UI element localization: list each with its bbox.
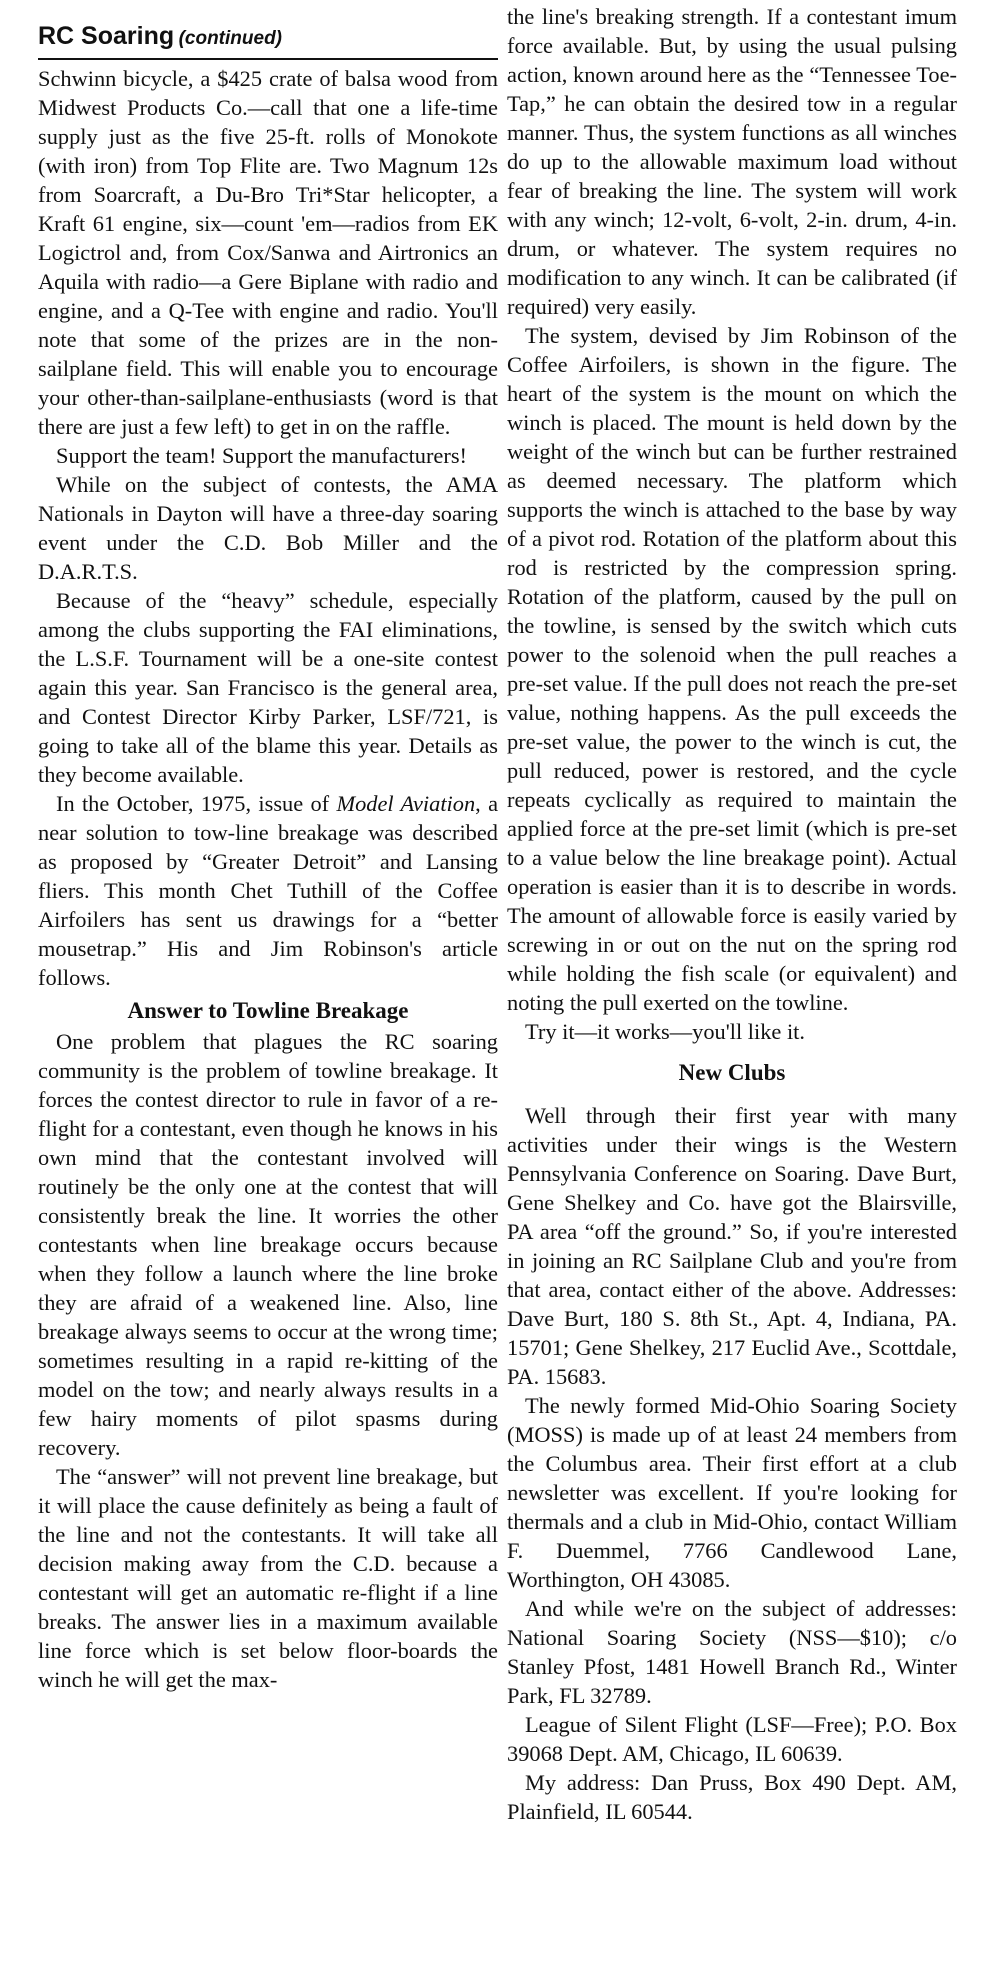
paragraph: The “answer” will not prevent line breakage, but it will place the cause definitely as being a fault of the line and not the contestants. It will take all decision making away from the C.D. because a contestant will get an automatic re-flight if a line breaks. The answer lies in a maximum available line force which is set below floor-boards the winch he will get the max-: [38, 1464, 498, 1692]
continued-label: (continued): [178, 28, 283, 49]
header-rule: [38, 58, 498, 60]
subheading-towline: Answer to Towline Breakage: [127, 998, 409, 1023]
paragraph: Well through their first year with many activities under their wings is the Western Pennsylvania Conference on Soaring. Dave Burt, Gene Shelkey and Co. have got the Blairsville, PA area “off the ground.” So, if you're interested in joining an RC Sailplane Club and you're from that area, contact either of the above. Addresses: Dave Burt, 180 S. 8th St., Apt. 4, Indiana, PA. 15701; Gene Shelkey, 217 Euclid Ave., Scottdale, PA. 15683.: [507, 1103, 957, 1389]
paragraph: Try it—it works—you'll like it.: [525, 1019, 806, 1044]
paragraph: Schwinn bicycle, a $425 crate of balsa wood from Midwest Products Co.—call that one a life-time supply just as the five 25-ft. rolls of Monokote (with iron) from Top Flite are. Two Magnum 12s from Soarcraft, a Du-Bro Tri*Star helicopter, a Kraft 61 engine, six—count 'em—radios from EK Logictrol and, from Cox/Sanwa and Airtronics an Aquila with radio—a Gere Biplane with radio and engine, and a Q-Tee with engine and radio. You'll note that some of the prizes are in the non-sailplane field. This will enable you to encourage your other-than-sailplane-enthusiasts (word is that there are just a few left) to get in on the raffle.: [38, 66, 498, 439]
column-title: RC Soaring: [38, 22, 175, 50]
text-run: In the October, 1975, issue of: [56, 791, 337, 816]
right-column: [507, 2, 957, 1826]
paragraph: The system, devised by Jim Robinson of the Coffee Airfoilers, is shown in the figure. The heart of the system is the mount on which the winch is placed. The mount is held down by the weight of the winch but can be further restrained as deemed necessary. The platform which supports the winch is attached to the base by way of a pivot rod. Rotation of the platform about this rod is restricted by the compression spring. Rotation of the platform, caused by the pull on the towline, is sensed by the switch which cuts power to the solenoid when the pull reaches a pre-set value. If the pull does not reach the pre-set value, nothing happens. As the pull exceeds the pre-set value, the power to the winch is cut, the pull reduced, power is restored, and the cycle repeats cyclically as required to maintain the applied force at the pre-set limit (which is pre-set to a value below the line breakage point). Actual operation is easier than it is to describe in words. The amount of allowable force is easily varied by screwing in or out on the nut on the spring rod while holding the fish scale (or equivalent) and noting the pull exerted on the towline.: [507, 323, 957, 1015]
paragraph: And while we're on the subject of addresses: National Soaring Society (NSS—$10); c/o Stanley Pfost, 1481 Howell Branch Rd., Winter Park, FL 32789.: [507, 1596, 957, 1708]
left-column: [38, 64, 498, 1694]
magazine-title: Model Aviation: [336, 791, 476, 816]
subheading-new-clubs: New Clubs: [678, 1060, 786, 1085]
paragraph: The newly formed Mid-Ohio Soaring Society (MOSS) is made up of at least 24 members from the Columbus area. Their first effort at a club newsletter was excellent. If you're looking for thermals and a club in Mid-Ohio, contact William F. Duemmel, 7766 Candlewood Lane, Worthington, OH 43085.: [507, 1393, 957, 1592]
paragraph: My address: Dan Pruss, Box 490 Dept. AM, Plainfield, IL 60544.: [507, 1770, 957, 1824]
text-run: , a near solution to tow-line breakage was described as proposed by “Greater Detroit” and Lansing fliers. This month Chet Tuthill of the Coffee Airfoilers has sent us drawings for a “better mousetrap.” His and Jim Robinson's article follows.: [38, 791, 499, 990]
running-head: [38, 22, 498, 56]
paragraph: Support the team! Support the manufacturers!: [56, 443, 468, 468]
paragraph: Because of the “heavy” schedule, especially among the clubs supporting the FAI eliminations, the L.S.F. Tournament will be a one-site contest again this year. San Francisco is the general area, and Contest Director Kirby Parker, LSF/721, is going to take all of the blame this year. Details as they become available.: [38, 588, 498, 787]
paragraph: League of Silent Flight (LSF—Free); P.O. Box 39068 Dept. AM, Chicago, IL 60639.: [507, 1712, 957, 1766]
paragraph: While on the subject of contests, the AMA Nationals in Dayton will have a three-day soaring event under the C.D. Bob Miller and the D.A.R.T.S.: [38, 472, 498, 584]
paragraph: the line's breaking strength. If a contestant imum force available. But, by using the usual pulsing action, known around here as the “Tennessee Toe-Tap,” he can obtain the desired tow in a regular manner. Thus, the system functions as all winches do up to the allowable maximum load without fear of breaking the line. The system will work with any winch; 12-volt, 6-volt, 2-in. drum, 4-in. drum, or whatever. The system requires no modification to any winch. It can be calibrated (if required) very easily.: [507, 4, 957, 319]
paragraph: One problem that plagues the RC soaring community is the problem of towline breakage. It forces the contest director to rule in favor of a re-flight for a contestant, even though he knows in his own mind that the contestant involved will routinely be the only one at the contest that will consistently break the line. It worries the other contestants when line breakage occurs because when they follow a launch where the line broke they are afraid of a weakened line. Also, line breakage always seems to occur at the wrong time; sometimes resulting in a rapid re-kitting of the model on the tow; and nearly always results in a few hairy moments of pilot spasms during recovery.: [38, 1029, 498, 1460]
paragraph: [38, 789, 498, 992]
